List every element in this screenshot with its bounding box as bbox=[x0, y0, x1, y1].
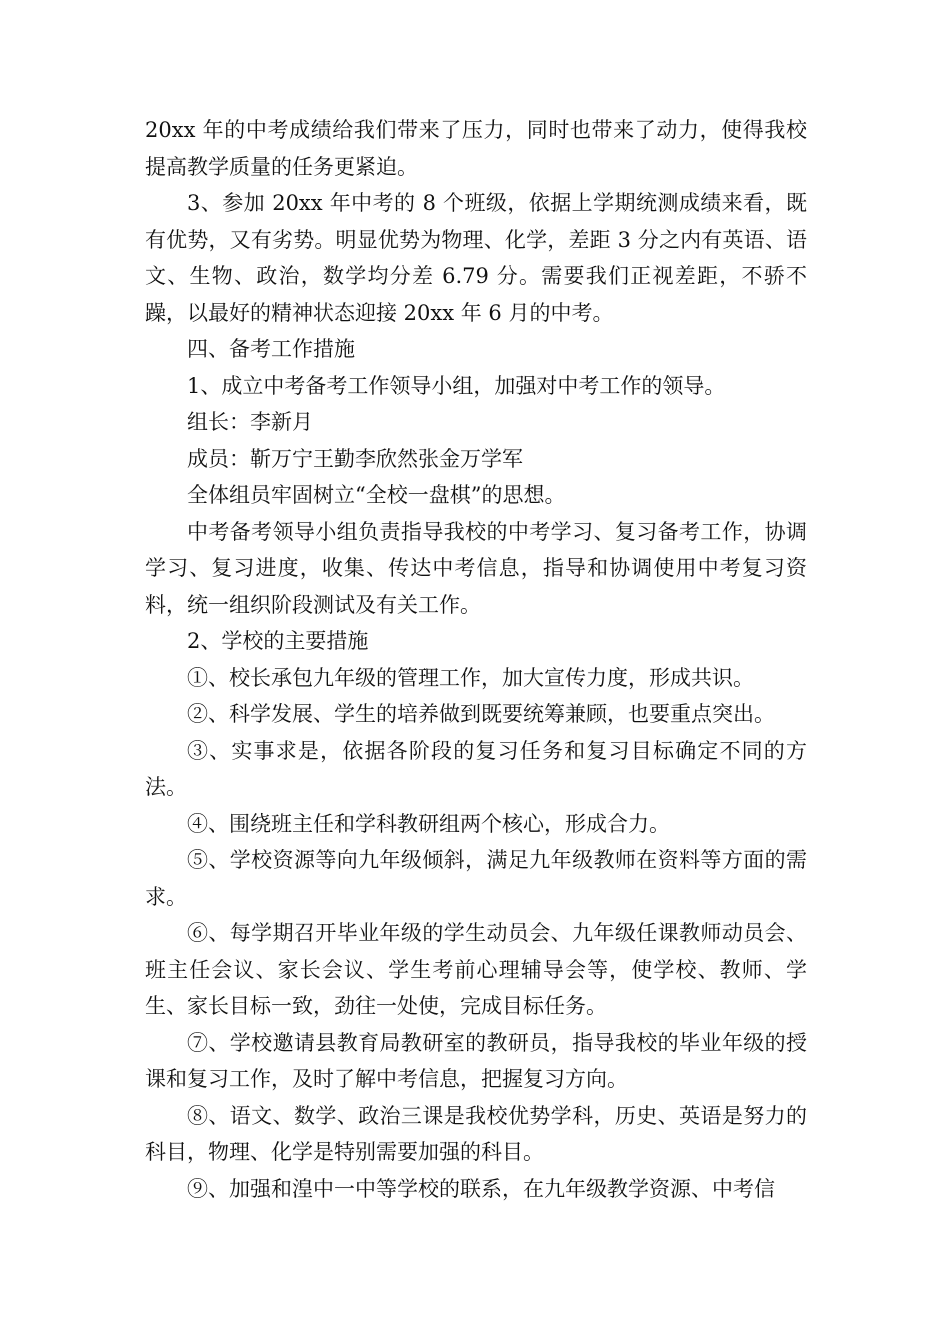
paragraph: 20xx 年的中考成绩给我们带来了压力，同时也带来了动力，使得我校提高教学质量的任务更紧迫。 bbox=[145, 118, 807, 179]
list-item: ⑧、语文、数学、政治三课是我校优势学科，历史、英语是努力的科目，物理、化学是特别需要加强的科目。 bbox=[145, 1103, 807, 1164]
subsection-heading: 2、学校的主要措施 bbox=[187, 629, 369, 653]
section-heading: 四、备考工作措施 bbox=[187, 337, 355, 361]
paragraph: 3、参加 20xx 年中考的 8 个班级，依据上学期统测成绩来看，既有优势，又有劣势。明显优势为物理、化学，差距 3 分之内有英语、语文、生物、政治，数学均分差 6.79 分。需要我们正视差距，不骄不躁，以最好的精神状态迎接 20xx 年 6 月的中考。 bbox=[145, 191, 807, 325]
list-item: ③、实事求是，依据各阶段的复习任务和复习目标确定不同的方法。 bbox=[145, 738, 807, 799]
list-item: ②、科学发展、学生的培养做到既要统筹兼顾，也要重点突出。 bbox=[187, 702, 775, 726]
paragraph: 组长：李新月 bbox=[187, 410, 313, 434]
paragraph: 成员：靳万宁王勤李欣然张金万学军 bbox=[187, 446, 523, 471]
paragraph: 1、成立中考备考工作领导小组，加强对中考工作的领导。 bbox=[187, 373, 726, 398]
paragraph: 中考备考领导小组负责指导我校的中考学习、复习备考工作，协调学习、复习进度，收集、传达中考信息，指导和协调使用中考复习资料，统一组织阶段测试及有关工作。 bbox=[145, 519, 807, 617]
list-item: ⑨、加强和湟中一中等学校的联系，在九年级教学资源、中考信 bbox=[187, 1176, 775, 1201]
list-item: ④、围绕班主任和学科教研组两个核心，形成合力。 bbox=[187, 811, 670, 836]
list-item: ⑤、学校资源等向九年级倾斜，满足九年级教师在资料等方面的需求。 bbox=[145, 848, 807, 909]
list-item: ①、校长承包九年级的管理工作，加大宣传力度，形成共识。 bbox=[187, 665, 754, 690]
document-body bbox=[145, 112, 807, 1207]
list-item: ⑦、学校邀请县教育局教研室的教研员，指导我校的毕业年级的授课和复习工作，及时了解中考信息，把握复习方向。 bbox=[145, 1030, 807, 1091]
list-item: ⑥、每学期召开毕业年级的学生动员会、九年级任课教师动员会、班主任会议、家长会议、学生考前心理辅导会等，使学校、教师、学生、家长目标一致，劲往一处使，完成目标任务。 bbox=[145, 921, 807, 1018]
paragraph: 全体组员牢固树立“全校一盘棋”的思想。 bbox=[187, 483, 566, 507]
